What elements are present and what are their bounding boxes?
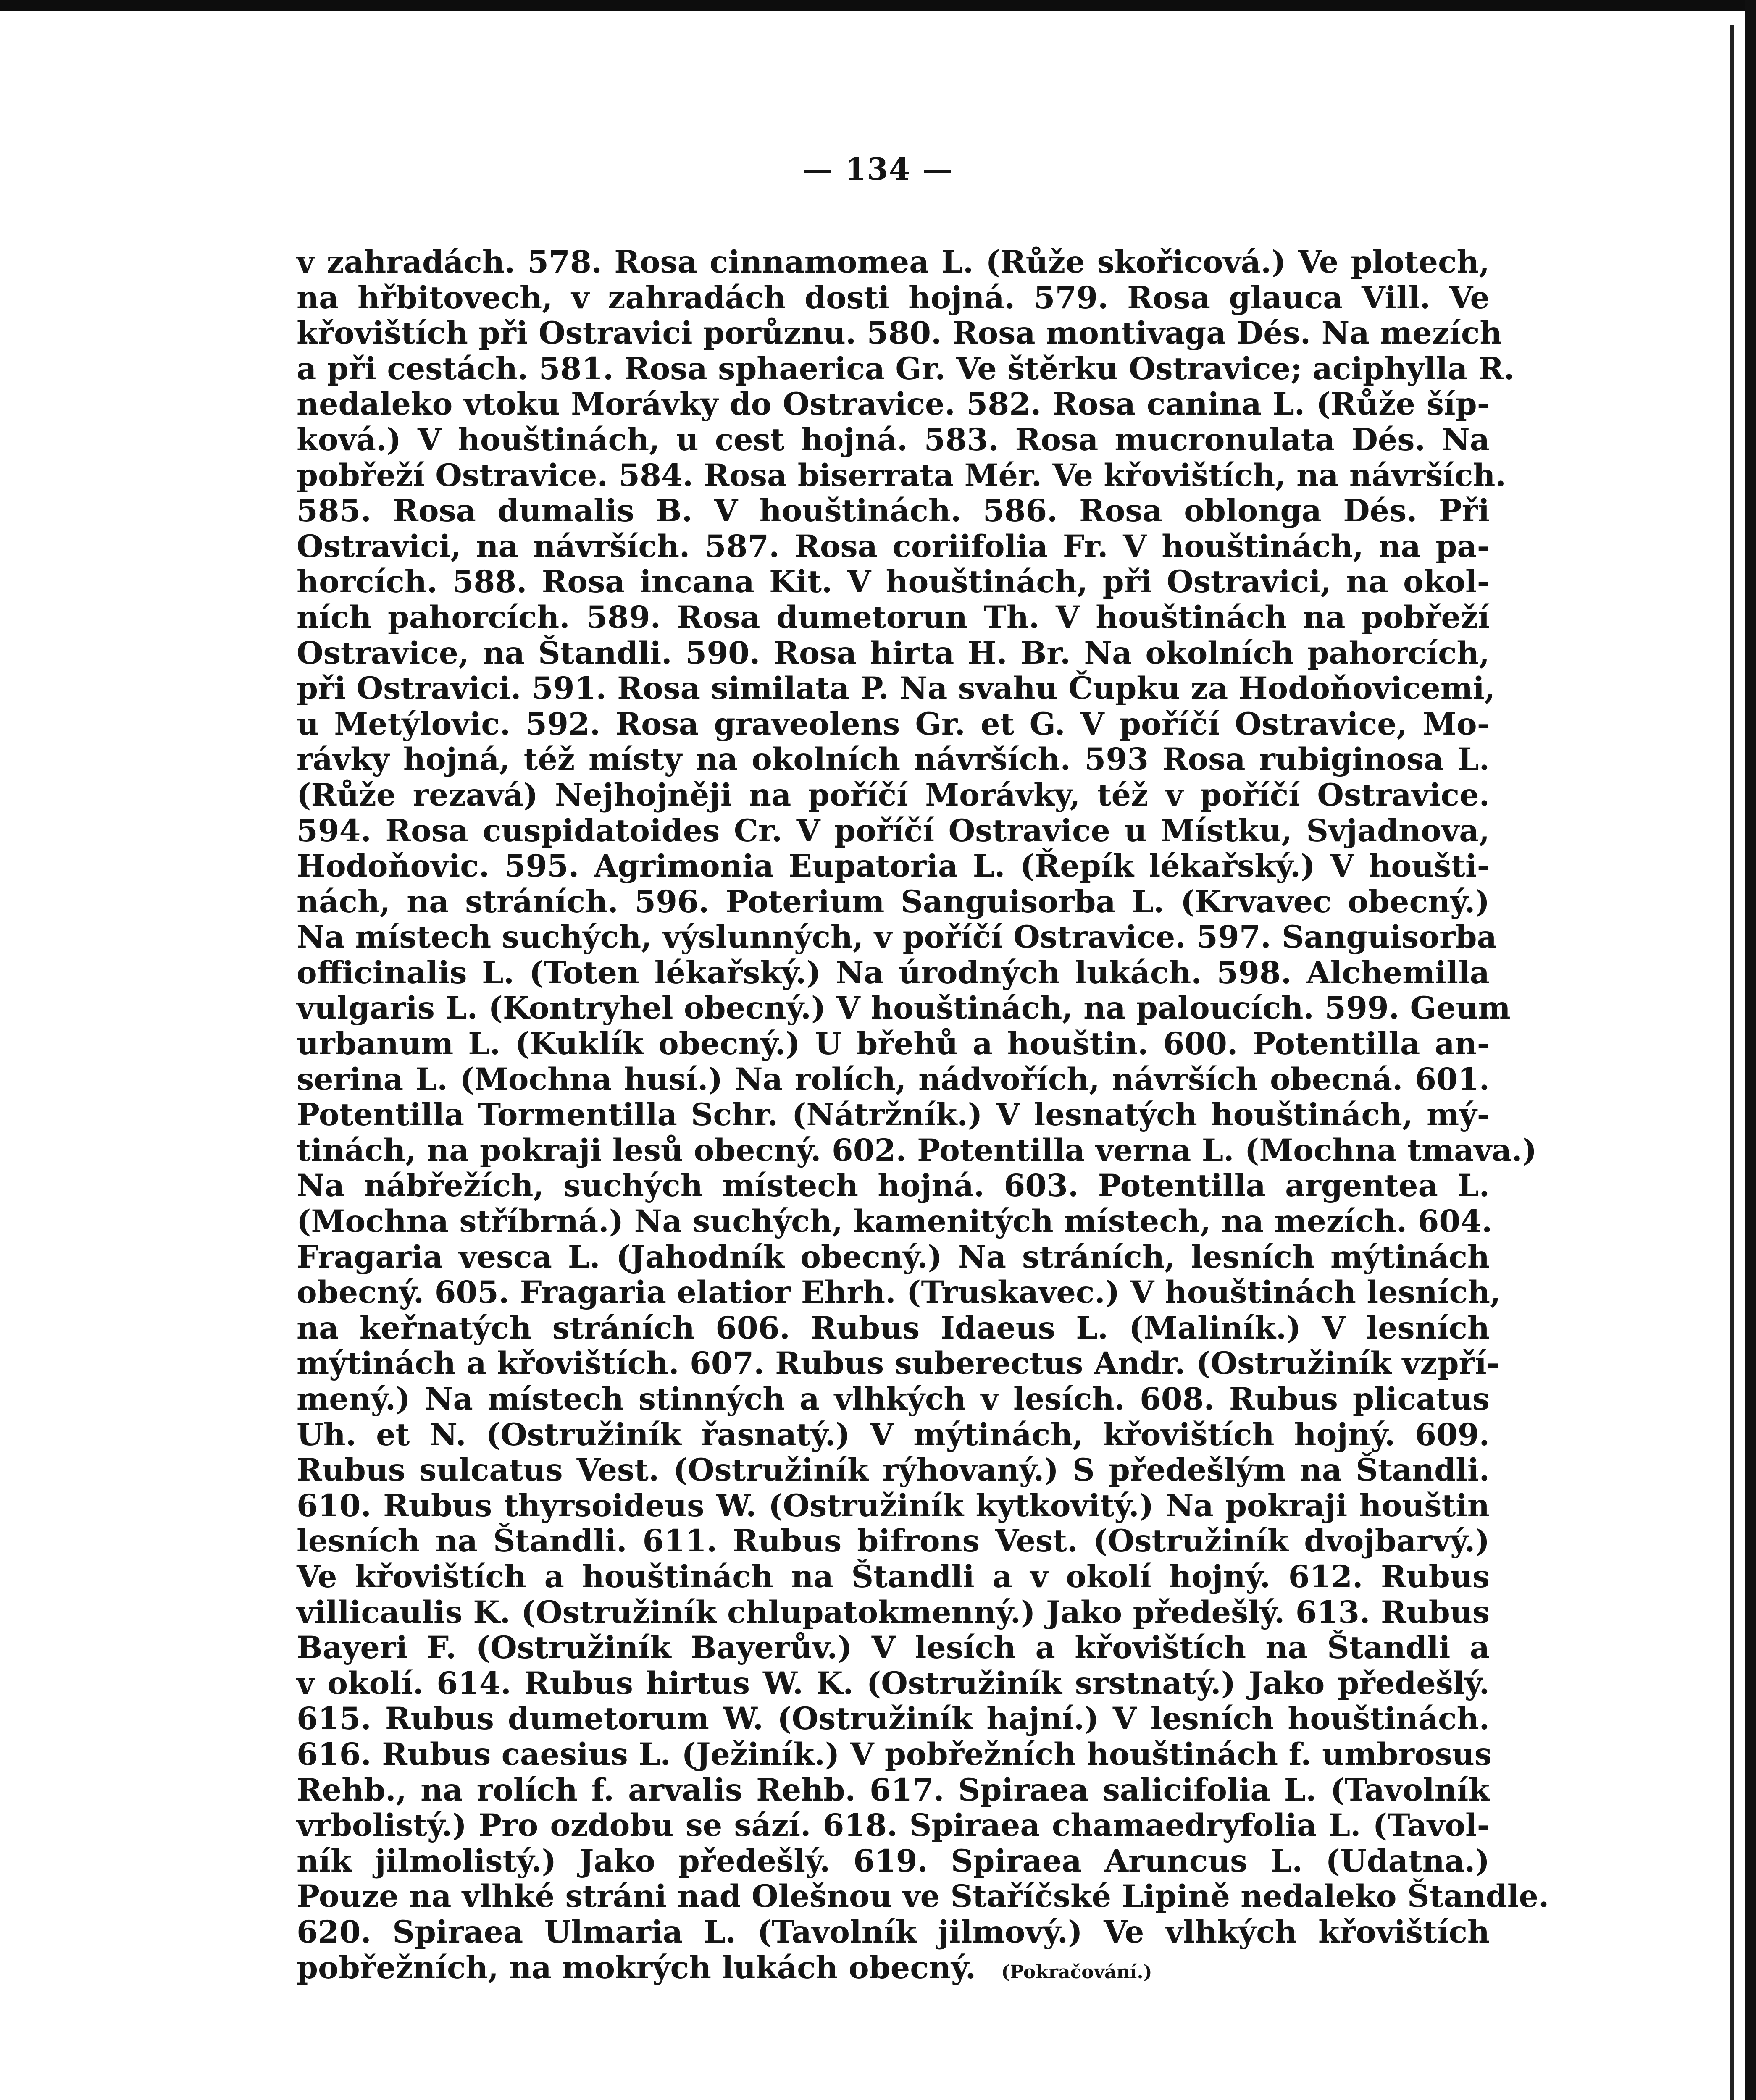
body-text [297, 244, 1549, 1990]
text-line: mýtinách a křovištích. 607. Rubus suberectus Andr. (Ostružiník vzpří- [297, 1345, 1500, 1382]
text-line: ková.) V houštinách, u cest hojná. 583. Rosa mucronulata Dés. Na [297, 421, 1490, 458]
text-line: serina L. (Mochna husí.) Na rolích, nádvořích, návrších obecná. 601. [297, 1061, 1490, 1097]
text-line: tinách, na pokraji lesů obecný. 602. Potentilla verna L. (Mochna tmava.) [297, 1132, 1537, 1168]
text-line: na hřbitovech, v zahradách dosti hojná. 579. Rosa glauca Vill. Ve [297, 279, 1490, 316]
text-line: Uh. et N. (Ostružiník řasnatý.) V mýtinách, křovištích hojný. 609. [297, 1416, 1490, 1453]
scan-border-right-inner [1730, 25, 1734, 2100]
text-line: nách, na stráních. 596. Poterium Sanguisorba L. (Krvavec obecný.) [297, 883, 1490, 920]
text-line: Pouze na vlhké stráni nad Olešnou ve Staříčské Lipině nedaleko Štandle. [297, 1878, 1549, 1915]
text-line: Potentilla Tormentilla Schr. (Nátržník.) V lesnatých houštinách, mý- [297, 1097, 1490, 1133]
text-line: Na místech suchých, výslunných, v poříčí Ostravice. 597. Sanguisorba [297, 919, 1497, 956]
page-number: — 134 — [802, 151, 954, 187]
text-line: Hodoňovic. 595. Agrimonia Eupatoria L. (Řepík lékařský.) V houšti- [297, 848, 1490, 885]
scan-border-top [0, 0, 1756, 11]
text-line: 616. Rubus caesius L. (Ježiník.) V pobřežních houštinách f. umbrosus [297, 1736, 1492, 1772]
text-line: (Růže rezavá) Nejhojněji na poříčí Morávky, též v poříčí Ostravice. [297, 777, 1490, 813]
scan-border-right [1745, 0, 1756, 2100]
text-line: rávky hojná, též místy na okolních návrších. 593 Rosa rubiginosa L. [297, 741, 1490, 778]
text-line: Na nábřežích, suchých místech hojná. 603. Potentilla argentea L. [297, 1168, 1490, 1204]
text-line: 610. Rubus thyrsoideus W. (Ostružiník kytkovitý.) Na pokraji houštin [297, 1487, 1490, 1524]
text-line: urbanum L. (Kuklík obecný.) U břehů a houštin. 600. Potentilla an- [297, 1026, 1490, 1062]
text-line: 585. Rosa dumalis B. V houštinách. 586. Rosa oblonga Dés. Při [297, 493, 1490, 529]
continued-note: (Pokračování.) [1001, 1961, 1152, 1983]
text-line: v okolí. 614. Rubus hirtus W. K. (Ostružiník srstnatý.) Jako předešlý. [297, 1665, 1490, 1701]
text-line: ních pahorcích. 589. Rosa dumetorun Th. V houštinách na pobřeží [297, 599, 1490, 635]
text-line: křovištích při Ostravici porůznu. 580. Rosa montivaga Dés. Na mezích [297, 315, 1502, 352]
text-line: pobřežních, na mokrých lukách obecný. (Pokračování.) [297, 1949, 1152, 1986]
text-line: villicaulis K. (Ostružiník chlupatokmenný.) Jako předešlý. 613. Rubus [297, 1594, 1490, 1630]
text-line: officinalis L. (Toten lékařský.) Na úrodných lukách. 598. Alchemilla [297, 954, 1490, 991]
text-line: u Metýlovic. 592. Rosa graveolens Gr. et G. V poříčí Ostravice, Mo- [297, 706, 1490, 742]
text-line: na keřnatých stráních 606. Rubus Idaeus L. (Maliník.) V lesních [297, 1310, 1490, 1346]
text-line: 594. Rosa cuspidatoides Cr. V poříčí Ostravice u Místku, Svjadnova, [297, 812, 1490, 849]
text-line: Bayeri F. (Ostružiník Bayerův.) V lesích a křovištích na Štandli a [297, 1630, 1490, 1666]
text-line: vrbolistý.) Pro ozdobu se sází. 618. Spiraea chamaedryfolia L. (Tavol- [297, 1807, 1490, 1844]
text-line: horcích. 588. Rosa incana Kit. V houštinách, při Ostravici, na okol- [297, 564, 1490, 600]
text-line: při Ostravici. 591. Rosa similata P. Na svahu Čupku za Hodoňovicemi, [297, 670, 1496, 707]
text-line: lesních na Štandli. 611. Rubus bifrons Vest. (Ostružiník dvojbarvý.) [297, 1523, 1490, 1559]
text-line: ník jilmolistý.) Jako předešlý. 619. Spiraea Aruncus L. (Udatna.) [297, 1843, 1490, 1879]
text-line: Rehb., na rolích f. arvalis Rehb. 617. Spiraea salicifolia L. (Tavolník [297, 1772, 1490, 1808]
text-line: 620. Spiraea Ulmaria L. (Tavolník jilmový.) Ve vlhkých křovištích [297, 1914, 1490, 1950]
text-line: v zahradách. 578. Rosa cinnamomea L. (Růže skořicová.) Ve plotech, [297, 244, 1490, 280]
text-line: Ve křovištích a houštinách na Štandli a v okolí hojný. 612. Rubus [297, 1558, 1490, 1595]
text-line: nedaleko vtoku Morávky do Ostravice. 582. Rosa canina L. (Růže šíp- [297, 386, 1490, 423]
text-line: a při cestách. 581. Rosa sphaerica Gr. Ve štěrku Ostravice; aciphylla R. [297, 350, 1514, 387]
text-line: vulgaris L. (Kontryhel obecný.) V houštinách, na paloucích. 599. Geum [297, 990, 1511, 1026]
text-line: Ostravici, na návrších. 587. Rosa coriifolia Fr. V houštinách, na pa- [297, 528, 1490, 564]
text-line: Fragaria vesca L. (Jahodník obecný.) Na stráních, lesních mýtinách [297, 1239, 1490, 1275]
text-line: pobřeží Ostravice. 584. Rosa biserrata Mér. Ve křovištích, na návrších. [297, 457, 1506, 494]
text-line: (Mochna stříbrná.) Na suchých, kamenitých místech, na mezích. 604. [297, 1203, 1493, 1240]
text-line: Rubus sulcatus Vest. (Ostružiník rýhovaný.) S předešlým na Štandli. [297, 1452, 1490, 1488]
text-line: 615. Rubus dumetorum W. (Ostružiník hajní.) V lesních houštinách. [297, 1701, 1490, 1737]
text-line: obecný. 605. Fragaria elatior Ehrh. (Truskavec.) V houštinách lesních, [297, 1274, 1501, 1311]
text-line: mený.) Na místech stinných a vlhkých v lesích. 608. Rubus plicatus [297, 1381, 1490, 1417]
text-line: Ostravice, na Štandli. 590. Rosa hirta H. Br. Na okolních pahorcích, [297, 635, 1490, 671]
